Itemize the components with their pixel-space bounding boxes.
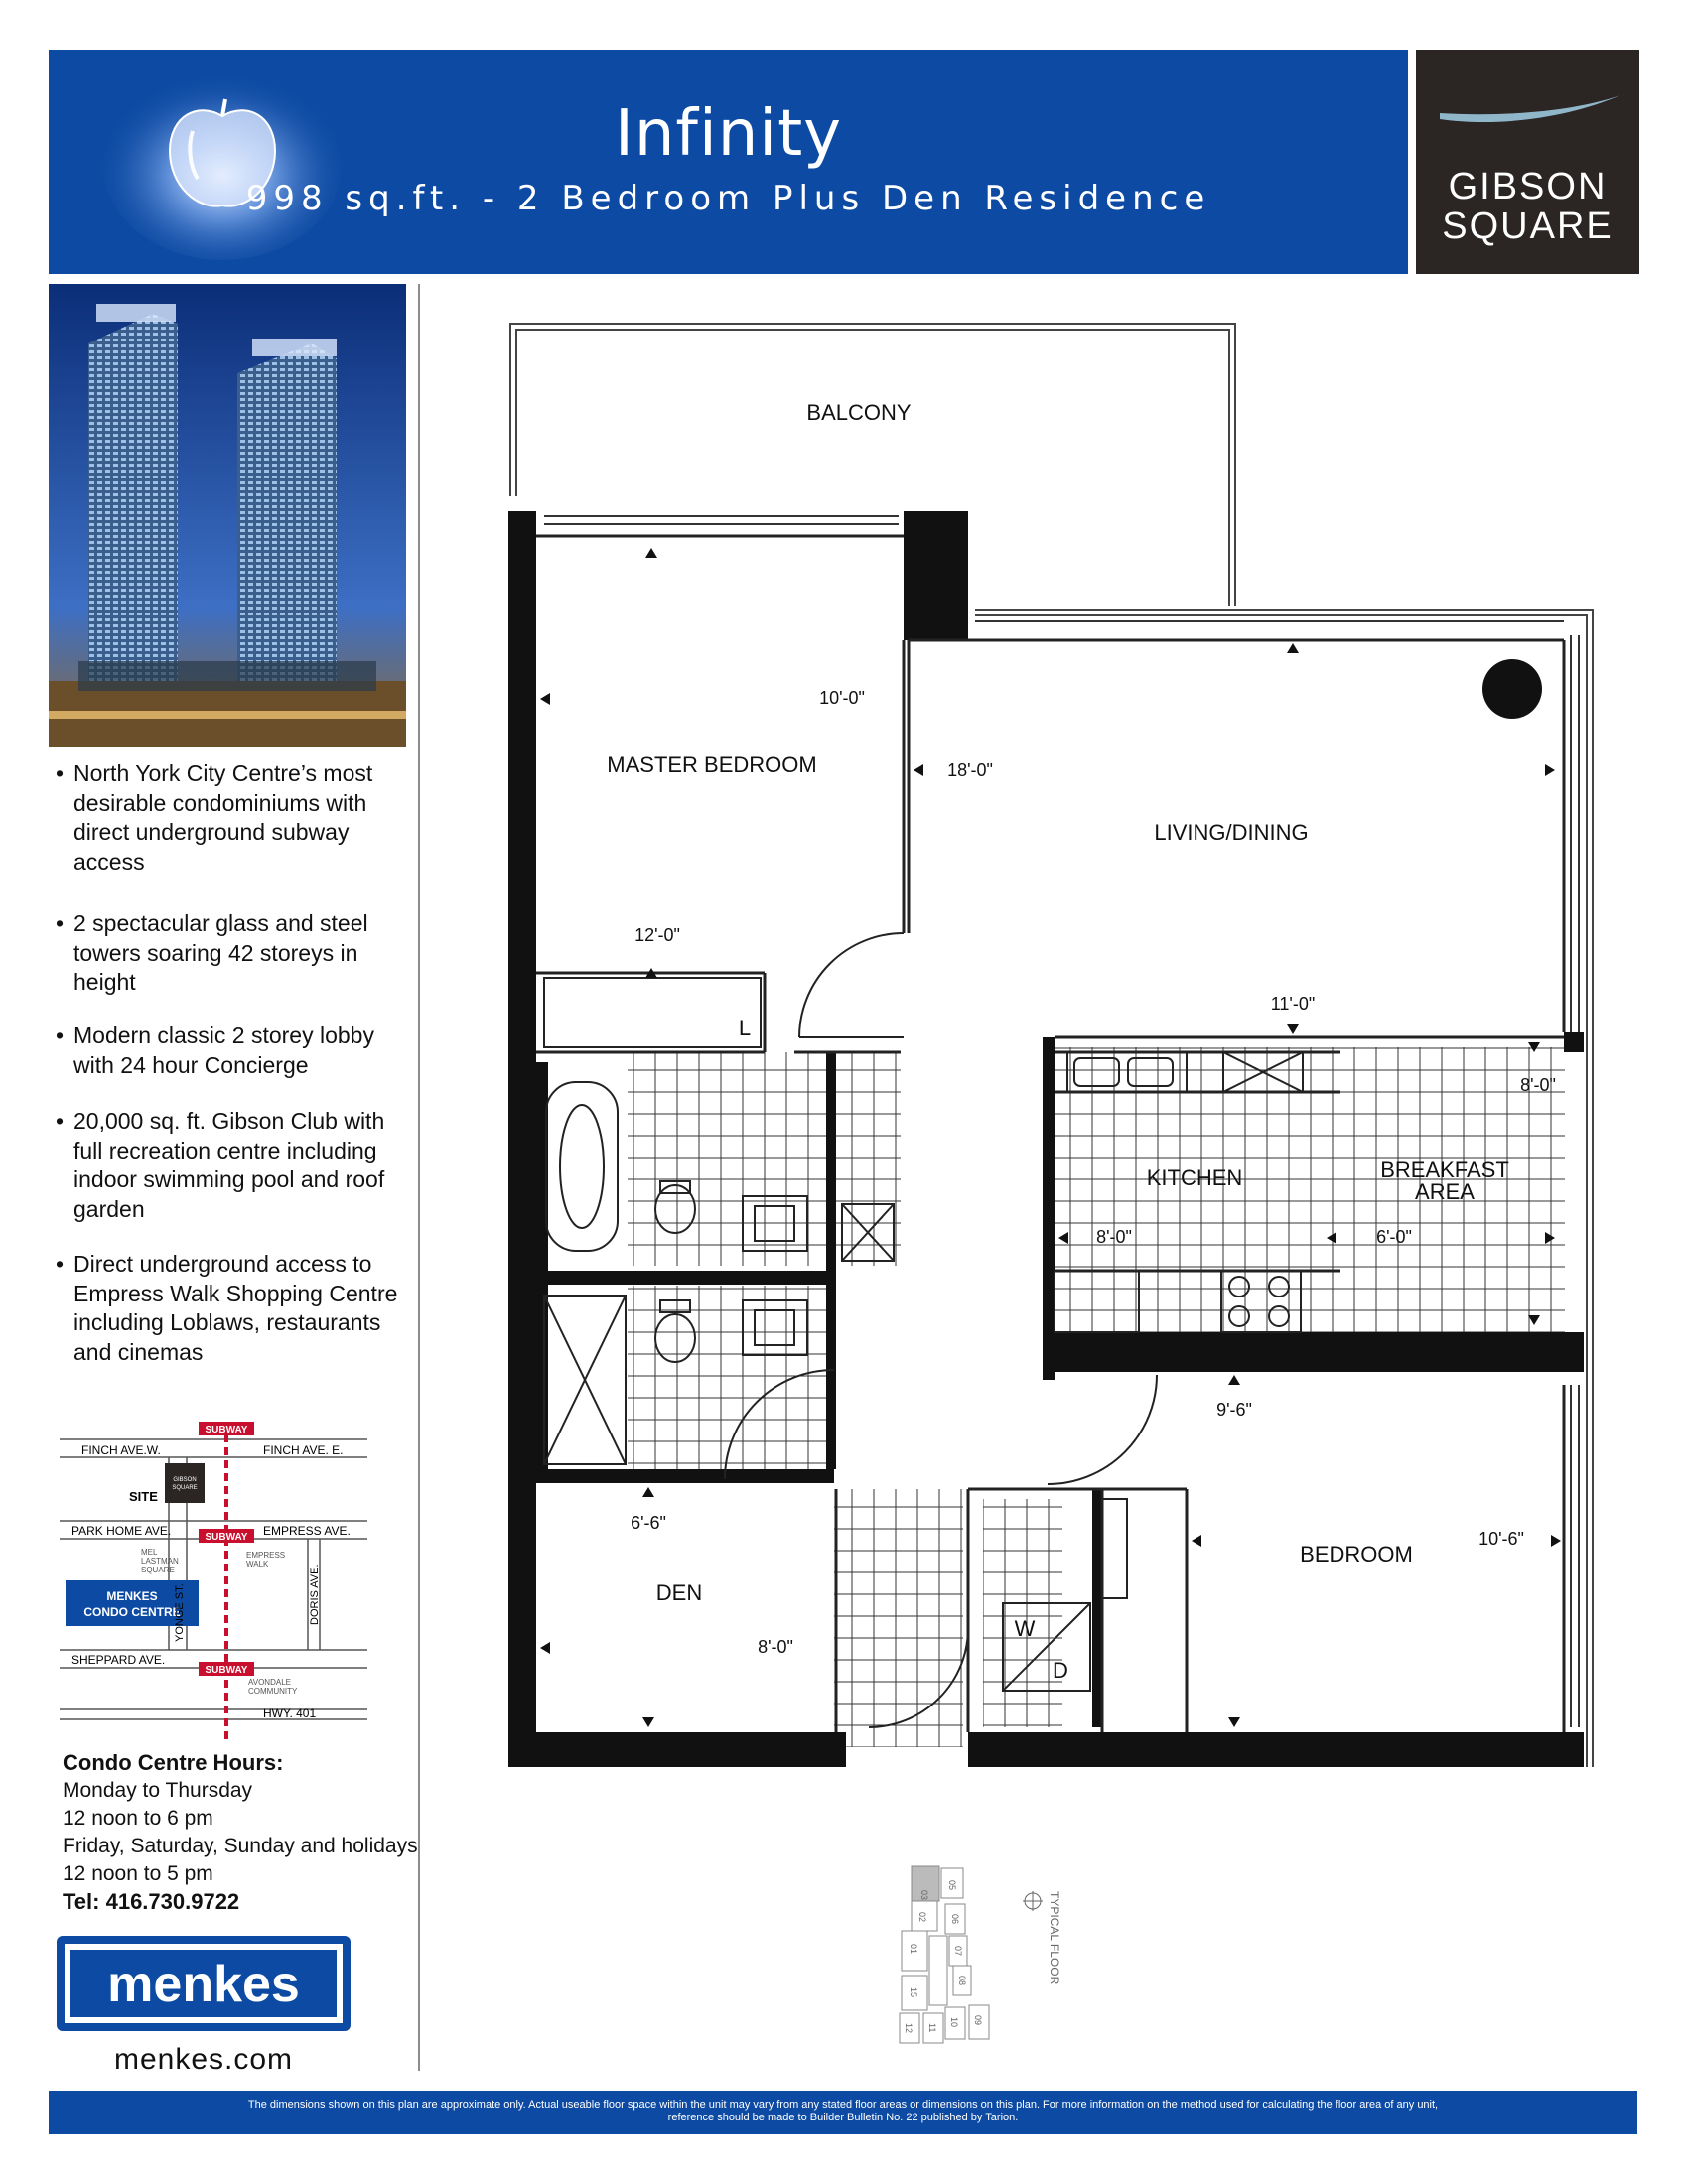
dim-kitchen-width: 8'-0" bbox=[1096, 1227, 1132, 1247]
mel-lastman-line-1: MEL bbox=[141, 1548, 158, 1557]
location-map bbox=[60, 1422, 377, 1739]
avondale-line-2: COMMUNITY bbox=[248, 1687, 298, 1696]
dim-master-length: 12'-0" bbox=[634, 925, 680, 945]
subway-label: SUBWAY bbox=[205, 1425, 248, 1435]
towers-rendering bbox=[49, 284, 406, 747]
finch-w-label: FINCH AVE.W. bbox=[81, 1443, 161, 1457]
menkes-logo bbox=[57, 1936, 351, 2031]
park-home-label: PARK HOME AVE. bbox=[71, 1524, 172, 1538]
header-banner bbox=[49, 50, 1408, 274]
condo-centre-hours bbox=[63, 1749, 420, 1916]
washer-label: W bbox=[1014, 1616, 1036, 1641]
keyplan-unit: 03 bbox=[919, 1890, 929, 1901]
empress-ave-label: EMPRESS AVE. bbox=[263, 1524, 351, 1538]
hours-line: 12 noon to 6 pm bbox=[63, 1807, 213, 1830]
dim-breakfast-width: 6'-0" bbox=[1376, 1227, 1412, 1247]
floor-plan bbox=[477, 318, 1599, 1797]
north-arrow-icon bbox=[1023, 1891, 1043, 1911]
dim-den-length: 6'-6" bbox=[631, 1513, 666, 1533]
doris-label: DORIS AVE. bbox=[309, 1564, 321, 1625]
keyplan-unit: 08 bbox=[957, 1976, 967, 1986]
dim-living-length: 11'-0" bbox=[1270, 994, 1316, 1014]
hours-line: 12 noon to 5 pm bbox=[63, 1862, 213, 1885]
keyplan-unit: 12 bbox=[904, 2023, 914, 2034]
keyplan-unit: 11 bbox=[927, 2023, 937, 2033]
yonge-label: YONGE ST. bbox=[174, 1583, 186, 1642]
menkes-logo-text: menkes bbox=[107, 1956, 300, 2013]
site-logo-line-2: SQUARE bbox=[172, 1485, 198, 1491]
room-kitchen: KITCHEN bbox=[1146, 1165, 1243, 1190]
mel-lastman-line-3: SQUARE bbox=[141, 1566, 175, 1574]
dryer-label: D bbox=[1053, 1658, 1068, 1683]
dim-breakfast-height: 8'-0" bbox=[1520, 1075, 1556, 1095]
room-living-dining: LIVING/DINING bbox=[1154, 820, 1309, 845]
laundry-label: L bbox=[738, 1016, 752, 1040]
keyplan-unit: 10 bbox=[949, 2017, 959, 2028]
keyplan-unit: 09 bbox=[973, 2015, 983, 2026]
keyplan-unit: 01 bbox=[909, 1944, 918, 1955]
menkes-centre-line-2: CONDO CENTRE bbox=[83, 1605, 181, 1619]
dim-den-width: 8'-0" bbox=[758, 1637, 793, 1657]
mel-lastman-line-2: LASTMAN bbox=[141, 1557, 179, 1566]
avondale-line-1: AVONDALE bbox=[248, 1678, 291, 1687]
menkes-centre-line-1: MENKES bbox=[106, 1589, 158, 1603]
room-breakfast-line-2: AREA bbox=[1415, 1179, 1475, 1204]
phone-number: Tel: 416.730.9722 bbox=[63, 1889, 240, 1914]
hours-line: Friday, Saturday, Sunday and holidays bbox=[63, 1835, 418, 1857]
disclaimer-line-1: The dimensions shown on this plan are approximate only. Actual useable floor space within the unit may vary from any stated floor areas or dimensions on this plan. For more information on the method used for calculating the floor area of any unit, bbox=[247, 2099, 1439, 2111]
page-title: Infinity bbox=[614, 97, 843, 171]
hwy-label: HWY. 401 bbox=[263, 1706, 317, 1720]
brand-line-2: SQUARE bbox=[1442, 205, 1614, 247]
keyplan-unit: 15 bbox=[909, 1987, 918, 1998]
website-url: menkes.com bbox=[113, 2043, 294, 2076]
brand-line-1: GIBSON bbox=[1448, 166, 1608, 207]
empress-walk-line-2: WALK bbox=[246, 1560, 269, 1569]
keyplan-unit: 02 bbox=[917, 1912, 927, 1923]
room-balcony: BALCONY bbox=[806, 400, 912, 425]
room-bedroom: BEDROOM bbox=[1300, 1542, 1413, 1567]
room-breakfast-line-1: BREAKFAST bbox=[1380, 1158, 1509, 1182]
sheppard-label: SHEPPARD AVE. bbox=[71, 1653, 166, 1667]
column-circle bbox=[1482, 659, 1542, 719]
dim-master-width: 10'-0" bbox=[819, 688, 865, 708]
finch-e-label: FINCH AVE. E. bbox=[263, 1443, 344, 1457]
dim-living-width: 18'-0" bbox=[947, 760, 993, 780]
swoosh-icon bbox=[1436, 89, 1624, 129]
site-logo-line-1: GIBSON bbox=[173, 1477, 197, 1483]
dim-bedroom-width: 10'-6" bbox=[1478, 1529, 1524, 1549]
gibson-square-logo bbox=[1416, 50, 1639, 274]
keyplan-unit: 06 bbox=[950, 1914, 960, 1925]
site-label: SITE bbox=[129, 1489, 158, 1504]
keyplan-unit: 05 bbox=[947, 1880, 957, 1891]
page-subtitle: 998 sq.ft. - 2 Bedroom Plus Den Residence bbox=[245, 179, 1211, 218]
keyplan-unit: 07 bbox=[953, 1946, 963, 1957]
hours-line: Monday to Thursday bbox=[63, 1779, 253, 1802]
typical-floor-label: TYPICAL FLOOR bbox=[1048, 1891, 1061, 1985]
room-master-bedroom: MASTER BEDROOM bbox=[607, 752, 817, 777]
dim-bedroom-length: 9'-6" bbox=[1216, 1400, 1252, 1420]
disclaimer-footer bbox=[49, 2091, 1637, 2134]
empress-walk-line-1: EMPRESS bbox=[246, 1551, 286, 1560]
subway-label: SUBWAY bbox=[205, 1532, 248, 1543]
hours-heading: Condo Centre Hours: bbox=[63, 1750, 284, 1775]
subway-label: SUBWAY bbox=[205, 1665, 248, 1676]
room-den: DEN bbox=[655, 1580, 703, 1605]
key-plan bbox=[874, 1856, 1112, 2055]
disclaimer-line-2: reference should be made to Builder Bulletin No. 22 published by Tarion. bbox=[667, 2112, 1019, 2123]
